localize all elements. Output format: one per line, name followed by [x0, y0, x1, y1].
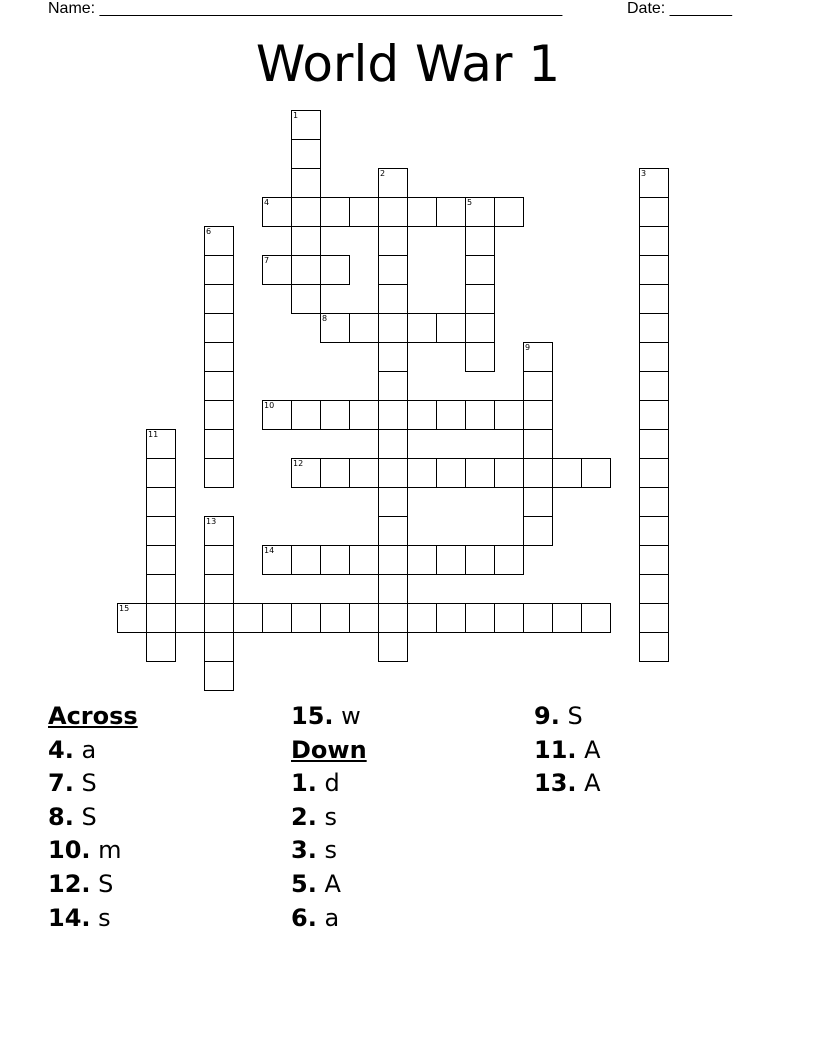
grid-cell[interactable] [291, 284, 321, 314]
grid-cell[interactable] [407, 400, 437, 430]
grid-cell[interactable] [639, 400, 669, 430]
grid-cell[interactable] [523, 371, 553, 401]
grid-cell[interactable] [639, 284, 669, 314]
grid-cell[interactable] [639, 545, 669, 575]
grid-cell[interactable] [146, 603, 176, 633]
grid-cell[interactable] [639, 574, 669, 604]
grid-cell[interactable] [494, 400, 524, 430]
grid-cell[interactable] [320, 255, 350, 285]
grid-cell[interactable] [349, 603, 379, 633]
clue-across-15: 15. w [291, 702, 361, 730]
clue-number: 13 [206, 517, 217, 526]
grid-cell[interactable] [639, 371, 669, 401]
grid-cell[interactable] [204, 603, 234, 633]
clue-number: 9 [525, 343, 531, 352]
grid-cell[interactable] [465, 313, 495, 343]
grid-cell[interactable] [436, 458, 466, 488]
grid-cell[interactable] [465, 603, 495, 633]
grid-cell[interactable] [146, 545, 176, 575]
grid-cell[interactable] [639, 487, 669, 517]
grid-cell[interactable] [146, 516, 176, 546]
grid-cell[interactable] [378, 371, 408, 401]
grid-cell[interactable] [146, 429, 176, 459]
grid-cell[interactable] [204, 342, 234, 372]
grid-cell[interactable] [291, 226, 321, 256]
grid-cell[interactable] [378, 545, 408, 575]
clue-across-14: 14. s [48, 903, 111, 932]
grid-cell[interactable] [378, 313, 408, 343]
grid-cell[interactable] [378, 284, 408, 314]
clue-down-13: 13. A [534, 769, 601, 798]
grid-cell[interactable] [639, 429, 669, 459]
grid-cell[interactable] [436, 400, 466, 430]
grid-cell[interactable] [378, 197, 408, 227]
grid-cell[interactable] [465, 545, 495, 575]
clue-number: 14 [264, 546, 275, 555]
page-title: World War 1 [255, 35, 561, 93]
grid-cell[interactable] [204, 661, 234, 691]
grid-cell[interactable] [639, 197, 669, 227]
grid-cell[interactable] [436, 197, 466, 227]
grid-cell[interactable] [320, 458, 350, 488]
grid-cell[interactable] [465, 458, 495, 488]
grid-cell[interactable] [378, 429, 408, 459]
grid-cell[interactable] [262, 197, 292, 227]
grid-cell[interactable] [552, 603, 582, 633]
clue-down-3: 3. s [291, 836, 337, 865]
grid-cell[interactable] [494, 545, 524, 575]
grid-cell[interactable] [378, 400, 408, 430]
grid-cell[interactable] [320, 603, 350, 633]
name-field-label: Name: ____________________________________________________ [48, 0, 563, 17]
clue-number: 8 [322, 314, 328, 323]
grid-cell[interactable] [378, 226, 408, 256]
grid-cell[interactable] [436, 313, 466, 343]
clue-number: 7 [264, 256, 270, 265]
grid-cell[interactable] [494, 458, 524, 488]
grid-cell[interactable] [175, 603, 205, 633]
grid-cell[interactable] [146, 574, 176, 604]
grid-cell[interactable] [204, 574, 234, 604]
clue-down-1: 1. d [291, 769, 340, 798]
clue-across-10: 10. m [48, 836, 122, 865]
grid-cell[interactable] [581, 603, 611, 633]
grid-cell[interactable] [523, 458, 553, 488]
grid-cell[interactable] [523, 400, 553, 430]
clue-number: 1 [293, 111, 299, 120]
grid-cell[interactable] [465, 342, 495, 372]
clues-column-1 [48, 700, 138, 935]
clue-down-5: 5. A [291, 869, 341, 898]
grid-cell[interactable] [204, 313, 234, 343]
grid-cell[interactable] [262, 603, 292, 633]
grid-cell[interactable] [291, 139, 321, 169]
clue-down-6: 6. a [291, 903, 340, 932]
grid-cell[interactable] [204, 255, 234, 285]
grid-cell[interactable] [291, 197, 321, 227]
grid-cell[interactable] [523, 603, 553, 633]
clue-number: 5 [467, 198, 473, 207]
grid-cell[interactable] [349, 400, 379, 430]
grid-cell[interactable] [639, 226, 669, 256]
clue-number: 3 [641, 169, 647, 178]
grid-cell[interactable] [320, 197, 350, 227]
grid-cell[interactable] [291, 168, 321, 198]
grid-cell[interactable] [291, 603, 321, 633]
grid-cell[interactable] [320, 313, 350, 343]
grid-cell[interactable] [204, 400, 234, 430]
grid-cell[interactable] [639, 516, 669, 546]
grid-cell[interactable] [291, 545, 321, 575]
grid-cell[interactable] [523, 516, 553, 546]
grid-cell[interactable] [552, 458, 582, 488]
grid-cell[interactable] [378, 516, 408, 546]
grid-cell[interactable] [320, 400, 350, 430]
grid-cell[interactable] [349, 197, 379, 227]
grid-cell[interactable] [407, 545, 437, 575]
date-field-label: Date: _______ [627, 0, 732, 17]
grid-cell[interactable] [204, 632, 234, 662]
grid-cell[interactable] [639, 255, 669, 285]
grid-cell[interactable] [639, 603, 669, 633]
grid-cell[interactable] [349, 545, 379, 575]
grid-cell[interactable] [465, 197, 495, 227]
grid-cell[interactable] [639, 168, 669, 198]
grid-cell[interactable] [262, 400, 292, 430]
grid-cell[interactable] [204, 226, 234, 256]
clue-number: 4 [264, 198, 270, 207]
clue-number: 15 [119, 604, 130, 613]
clue-number: 6 [206, 227, 212, 236]
grid-cell[interactable] [378, 168, 408, 198]
grid-cell[interactable] [204, 516, 234, 546]
grid-cell[interactable] [204, 429, 234, 459]
clue-down-11: 11. A [534, 735, 601, 764]
grid-cell[interactable] [523, 429, 553, 459]
clue-across-12: 12. S [48, 869, 114, 898]
grid-cell[interactable] [146, 458, 176, 488]
grid-cell[interactable] [523, 487, 553, 517]
down-heading: Down [291, 735, 367, 764]
grid-cell[interactable] [204, 371, 234, 401]
grid-cell[interactable] [639, 458, 669, 488]
grid-cell[interactable] [262, 545, 292, 575]
grid-cell[interactable] [378, 574, 408, 604]
grid-cell[interactable] [204, 545, 234, 575]
clue-across-7: 7. S [48, 769, 97, 798]
grid-cell[interactable] [523, 342, 553, 372]
grid-cell[interactable] [291, 255, 321, 285]
grid-cell[interactable] [117, 603, 147, 633]
clue-number: 11 [148, 430, 159, 439]
clue-across-4: 4. a [48, 735, 97, 764]
grid-cell[interactable] [320, 545, 350, 575]
clue-number: 10 [264, 401, 275, 410]
clue-across-8: 8. S [48, 802, 97, 831]
grid-cell[interactable] [204, 284, 234, 314]
grid-cell[interactable] [291, 400, 321, 430]
grid-cell[interactable] [639, 342, 669, 372]
grid-cell[interactable] [378, 632, 408, 662]
grid-cell[interactable] [291, 110, 321, 140]
grid-cell[interactable] [465, 226, 495, 256]
grid-cell[interactable] [407, 197, 437, 227]
grid-cell[interactable] [465, 284, 495, 314]
grid-cell[interactable] [262, 255, 292, 285]
grid-cell[interactable] [378, 603, 408, 633]
grid-cell[interactable] [639, 632, 669, 662]
grid-cell[interactable] [639, 313, 669, 343]
grid-cell[interactable] [233, 603, 263, 633]
grid-cell[interactable] [407, 313, 437, 343]
grid-cell[interactable] [349, 458, 379, 488]
grid-cell[interactable] [146, 632, 176, 662]
grid-cell[interactable] [465, 400, 495, 430]
clues-column-3 [534, 700, 601, 801]
clues-column-2 [291, 700, 367, 935]
grid-cell[interactable] [581, 458, 611, 488]
grid-cell[interactable] [146, 487, 176, 517]
grid-cell[interactable] [436, 545, 466, 575]
grid-cell[interactable] [378, 458, 408, 488]
grid-cell[interactable] [407, 458, 437, 488]
grid-cell[interactable] [204, 458, 234, 488]
clue-down-2: 2. s [291, 802, 337, 831]
clue-down-9: 9. S [534, 702, 583, 730]
grid-cell[interactable] [407, 603, 437, 633]
grid-cell[interactable] [494, 603, 524, 633]
clue-number: 2 [380, 169, 386, 178]
grid-cell[interactable] [378, 487, 408, 517]
grid-cell[interactable] [494, 197, 524, 227]
grid-cell[interactable] [378, 255, 408, 285]
grid-cell[interactable] [291, 458, 321, 488]
grid-cell[interactable] [349, 313, 379, 343]
grid-cell[interactable] [378, 342, 408, 372]
across-heading: Across [48, 702, 138, 730]
clue-number: 12 [293, 459, 304, 468]
grid-cell[interactable] [436, 603, 466, 633]
grid-cell[interactable] [465, 255, 495, 285]
